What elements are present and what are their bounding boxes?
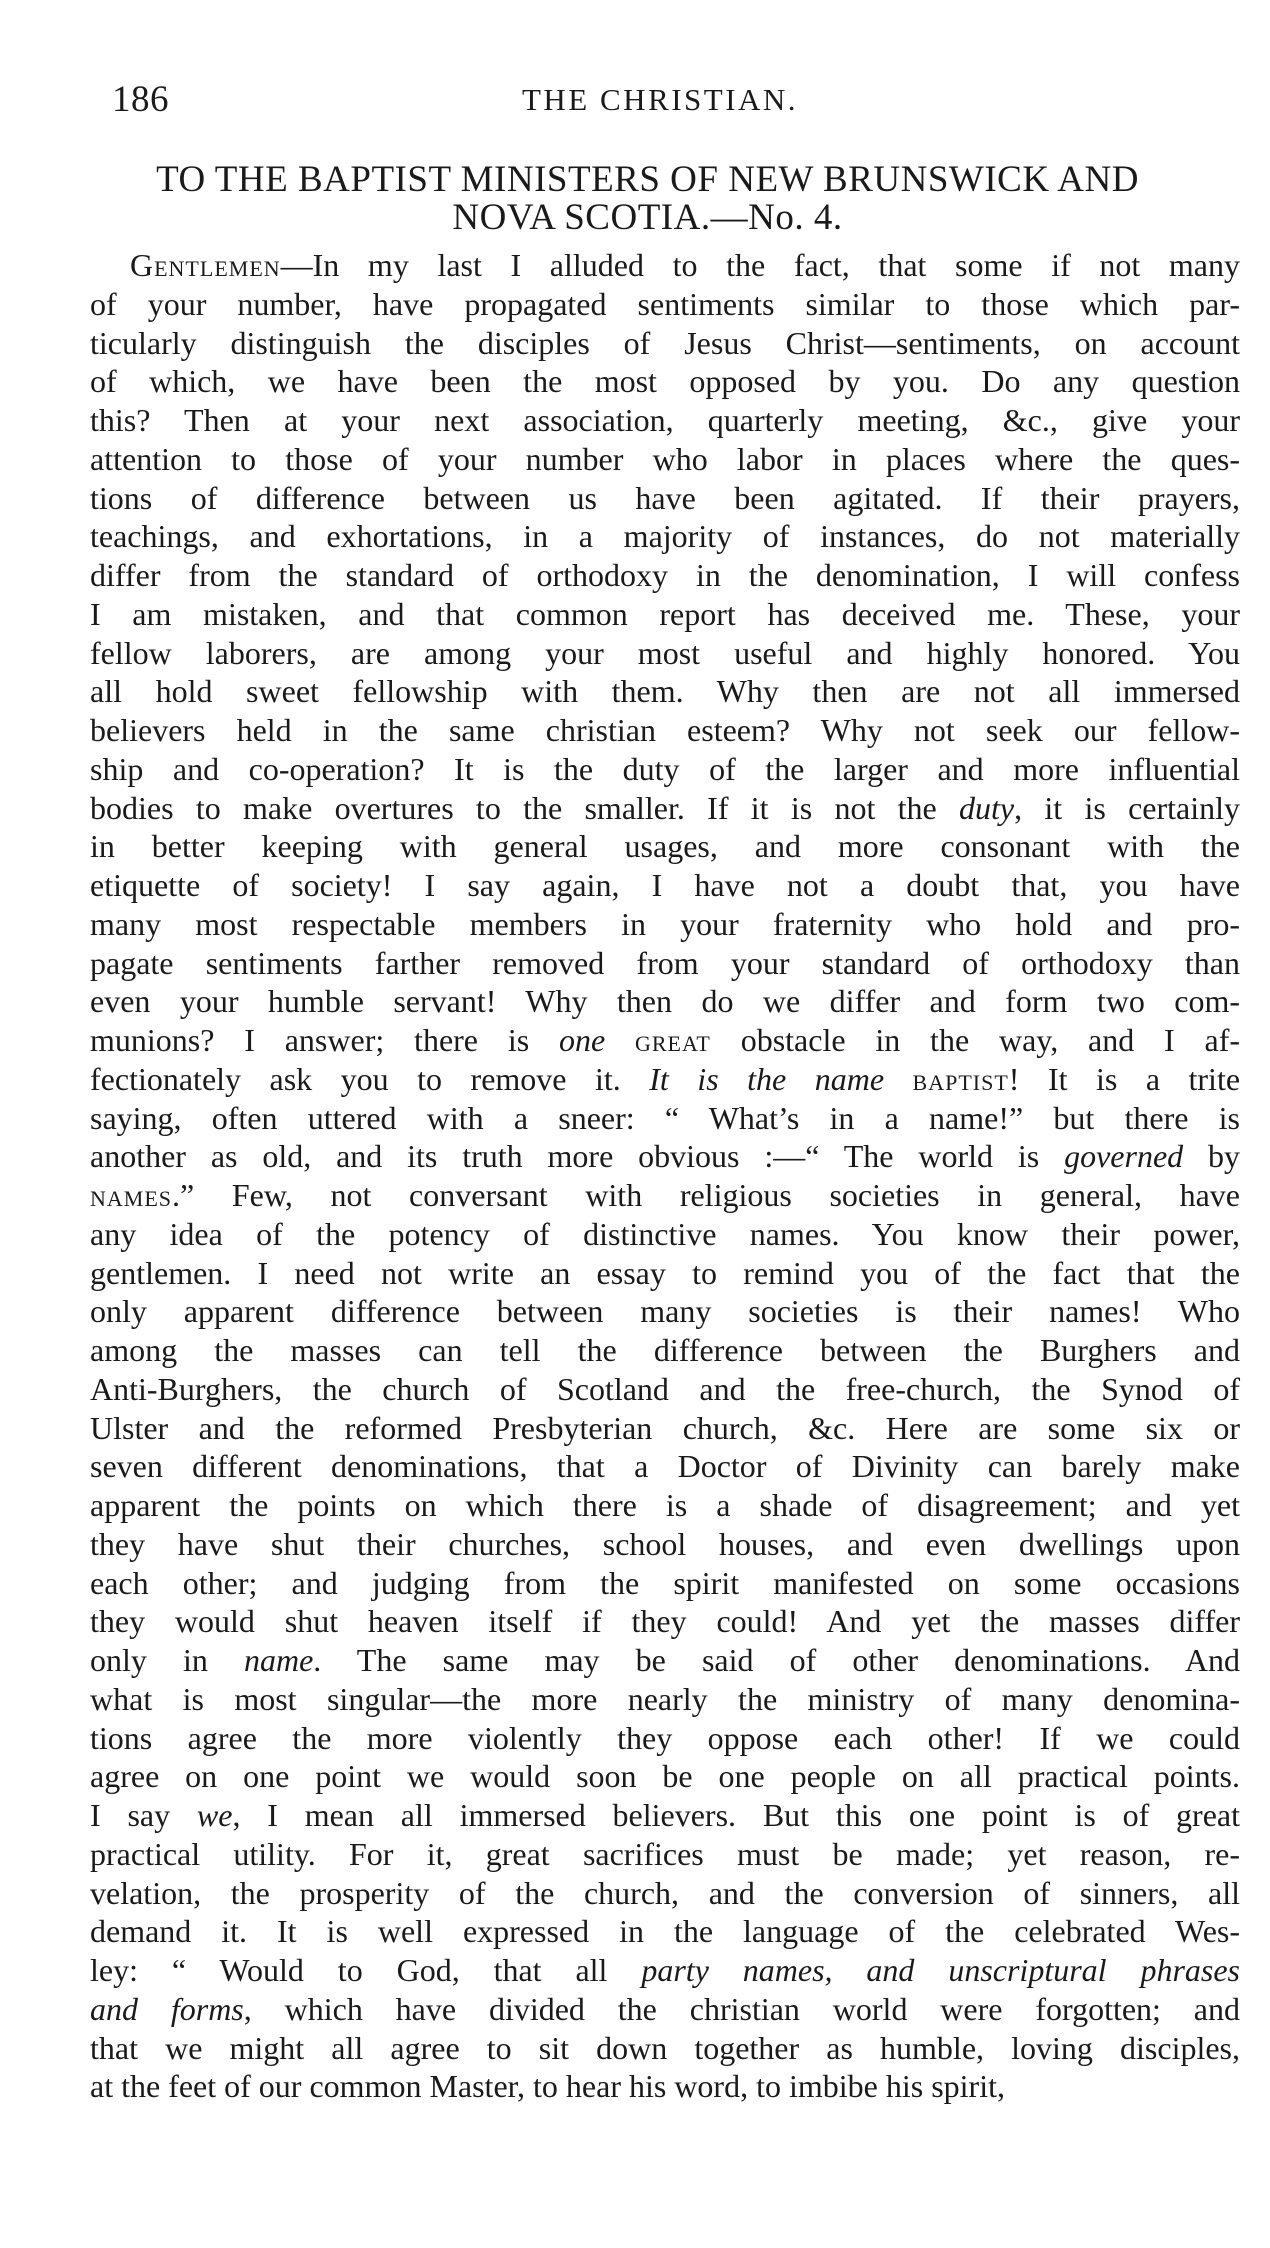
italic-text: and forms (90, 1990, 244, 2027)
text-run: , I mean all immersed believers. But this one point is of great (232, 1797, 1241, 1833)
text-line (90, 634, 1240, 673)
text-line (90, 1796, 1240, 1835)
text-line (90, 362, 1240, 401)
text-line (90, 556, 1240, 595)
text-run: saying, often uttered with a sneer: “ What’s in a name!” but there is (90, 1099, 1240, 1136)
text-line (90, 1021, 1240, 1060)
text-run: practical utility. For it, great sacrifices must be made; yet reason, re- (90, 1835, 1240, 1872)
italic-text: It is the name (649, 1060, 885, 1097)
text-run: fellow laborers, are among your most useful and highly honored. You (90, 634, 1240, 671)
text-run: pagate sentiments farther removed from your standard of orthodoxy than (90, 944, 1240, 981)
text-run: they have shut their churches, school houses, and even dwellings upon (90, 1525, 1240, 1562)
text-run: seven different denominations, that a Doctor of Divinity can barely make (90, 1448, 1240, 1485)
text-run: gentlemen. I need not write an essay to remind you of the fact that the (90, 1254, 1240, 1291)
text-line (90, 982, 1240, 1021)
text-run: another as old, and its truth more obvious :—“ The world is (90, 1138, 1065, 1175)
text-line (90, 789, 1240, 828)
text-run: velation, the prosperity of the church, and the conversion of sinners, all (90, 1874, 1240, 1911)
text-line (90, 2067, 1240, 2106)
text-line (90, 672, 1240, 711)
text-line (90, 1951, 1240, 1990)
text-line (90, 517, 1240, 556)
text-line (90, 866, 1240, 905)
text-line (90, 1486, 1240, 1525)
article-title-line-1: TO THE BAPTIST MINISTERS OF NEW BRUNSWICK AND (156, 159, 1139, 200)
text-run: etiquette of society! I say again, I have not a doubt that, you have (90, 867, 1240, 903)
text-run: agree on one point we would soon be one people on all practical points. (90, 1758, 1240, 1795)
text-run (884, 1061, 913, 1097)
text-line (90, 750, 1240, 789)
text-line (90, 1602, 1240, 1641)
text-line (90, 246, 1240, 285)
text-line (90, 1409, 1240, 1448)
article-title-line-2: NOVA SCOTIA.—No. 4. (452, 197, 843, 238)
text-line (90, 827, 1240, 866)
text-line (90, 1447, 1240, 1486)
text-run: this? Then at your next association, quarterly meeting, &c., give your (90, 402, 1240, 438)
italic-text: we (196, 1797, 233, 1833)
text-line (90, 1176, 1240, 1215)
text-run: munions? I answer; there is (90, 1022, 559, 1058)
text-line (90, 440, 1240, 479)
text-line (90, 944, 1240, 983)
text-line (90, 1215, 1240, 1254)
text-run: that we might all agree to sit down together as humble, loving disciples, (90, 2029, 1240, 2066)
text-run: demand it. It is well expressed in the language of the celebrated Wes- (90, 1913, 1240, 1950)
article-body (90, 246, 1240, 2106)
text-line (90, 2029, 1240, 2068)
text-run: tions agree the more violently they oppose each other! If we could (90, 1719, 1240, 1756)
text-run: tions of difference between us have been agitated. If their prayers, (90, 479, 1240, 516)
small-caps-text: Gentlemen (130, 247, 281, 283)
text-line (90, 1680, 1240, 1719)
italic-text: name (243, 1642, 314, 1678)
text-run: ticularly distinguish the disciples of Jesus Christ—sentiments, on account (90, 324, 1240, 361)
text-run: fectionately ask you to remove it. (90, 1060, 650, 1097)
text-run: in better keeping with general usages, and more consonant with the (90, 828, 1240, 865)
text-run: , it is certainly (1014, 789, 1240, 826)
small-caps-text: names (90, 1177, 173, 1213)
text-run: .” Few, not conversant with religious societies in general, have (172, 1177, 1240, 1213)
small-caps-text: great (634, 1022, 711, 1058)
text-line (90, 324, 1240, 363)
text-run: of which, we have been the most opposed by you. Do any question (90, 363, 1240, 400)
small-caps-text: baptist (912, 1060, 1009, 1097)
text-run (605, 1022, 635, 1058)
text-run: any idea of the potency of distinctive names. You know their power, (90, 1215, 1240, 1252)
text-run: differ from the standard of orthodoxy in the denomination, I will confess (90, 557, 1240, 593)
running-head: THE CHRISTIAN. (521, 82, 799, 117)
text-line (90, 401, 1240, 440)
text-run: they would shut heaven itself if they could! And yet the masses differ (90, 1603, 1240, 1640)
text-run: obstacle in the way, and I af- (710, 1022, 1240, 1058)
text-line (90, 1564, 1240, 1603)
text-run: teachings, and exhortations, in a majority of instances, do not materially (90, 518, 1240, 555)
text-run: only apparent difference between many societies is their names! Who (90, 1293, 1240, 1330)
text-run: by (1183, 1138, 1241, 1175)
text-line (90, 1137, 1240, 1176)
text-line (90, 595, 1240, 634)
page-number: 186 (112, 79, 169, 120)
italic-text: one (558, 1022, 606, 1058)
text-run: attention to those of your number who labor in places where the ques- (90, 440, 1240, 477)
text-run: , which have divided the christian world were forgotten; and (243, 1990, 1241, 2027)
text-run: believers held in the same christian esteem? Why not seek our fellow- (90, 712, 1240, 748)
text-run: ! It is a trite (1008, 1060, 1241, 1097)
text-line (90, 285, 1240, 324)
text-run: I am mistaken, and that common report has deceived me. These, your (90, 595, 1240, 632)
text-run: ley: “ Would to God, that all (90, 1952, 642, 1988)
italic-text: party names, and unscriptural phrases (641, 1952, 1241, 1988)
text-run: Ulster and the reformed Presbyterian church, &c. Here are some six or (90, 1409, 1240, 1446)
text-run: what is most singular—the more nearly the ministry of many denomina- (90, 1680, 1240, 1717)
text-line (90, 1060, 1240, 1099)
text-run: bodies to make overtures to the smaller. If it is not the (90, 789, 959, 826)
text-run: each other; and judging from the spirit manifested on some occasions (90, 1564, 1240, 1601)
text-run: at the feet of our common Master, to hear his word, to imbibe his spirit, (90, 2068, 1005, 2105)
text-run: of your number, have propagated sentiments similar to those which par- (90, 285, 1240, 322)
text-line (90, 1099, 1240, 1138)
text-line (90, 1912, 1240, 1951)
text-line (90, 1525, 1240, 1564)
text-line (90, 1641, 1240, 1680)
text-run: only in (90, 1642, 244, 1678)
text-line (90, 1370, 1240, 1409)
text-run: many most respectable members in your fraternity who hold and pro- (90, 905, 1240, 942)
italic-text: governed (1064, 1138, 1184, 1175)
text-run: . The same may be said of other denominations. And (313, 1642, 1241, 1678)
text-line (90, 905, 1240, 944)
text-line (90, 1292, 1240, 1331)
text-run: ship and co-operation? It is the duty of the larger and more influential (90, 750, 1240, 787)
text-run: even your humble servant! Why then do we differ and form two com- (90, 983, 1240, 1020)
text-line (90, 1719, 1240, 1758)
text-run: Anti-Burghers, the church of Scotland and the free-church, the Synod of (90, 1370, 1240, 1407)
text-line (90, 1835, 1240, 1874)
text-line (90, 1254, 1240, 1293)
text-run: I say (90, 1797, 197, 1833)
text-line (90, 479, 1240, 518)
text-run: among the masses can tell the difference between the Burghers and (90, 1332, 1240, 1368)
italic-text: duty (959, 789, 1015, 826)
text-line (90, 1990, 1240, 2029)
text-line (90, 1757, 1240, 1796)
text-line (90, 1331, 1240, 1370)
text-line (90, 1874, 1240, 1913)
text-run: apparent the points on which there is a shade of disagreement; and yet (90, 1487, 1240, 1523)
text-run: —In my last I alluded to the fact, that some if not many (280, 247, 1240, 283)
text-run: all hold sweet fellowship with them. Why then are not all immersed (90, 673, 1240, 710)
text-line (90, 711, 1240, 750)
